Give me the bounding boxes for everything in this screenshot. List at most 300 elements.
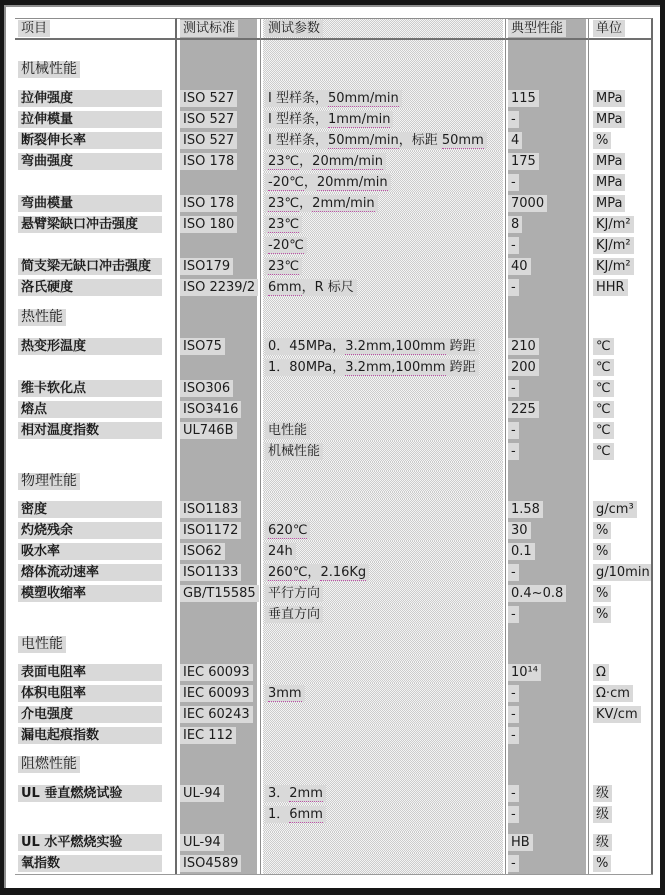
standard-cell <box>177 235 260 256</box>
unit-cell <box>588 378 653 399</box>
parameter-segment: 电性能 <box>268 423 308 438</box>
item-cell <box>15 214 177 235</box>
value-cell <box>506 804 588 825</box>
unit-cell <box>588 130 653 151</box>
standard-cell <box>177 704 260 725</box>
parameter-cell <box>260 520 506 541</box>
standard-value: UL-94 <box>180 785 224 802</box>
parameter-cell <box>260 683 506 704</box>
parameter-segment: I 型样条， <box>268 91 328 106</box>
value-cell <box>506 172 588 193</box>
item-cell <box>15 783 177 804</box>
parameter-segment: I 型样条， <box>268 112 328 127</box>
spacer-item-cell <box>15 746 177 754</box>
standard-cell <box>177 399 260 420</box>
value-cell <box>506 499 588 520</box>
section-title: 机械性能 <box>18 61 80 78</box>
unit-cell <box>588 399 653 420</box>
item-cell <box>15 151 177 172</box>
spellcheck-underline: -20℃ <box>268 175 304 190</box>
section-standard-cell <box>177 471 260 492</box>
value-cell <box>506 399 588 420</box>
parameter-segment: ， <box>307 565 321 580</box>
value-cell <box>506 214 588 235</box>
unit-cell <box>588 420 653 441</box>
unit-label: MPa <box>593 111 625 128</box>
value-cell <box>506 109 588 130</box>
unit-label: MPa <box>593 195 625 212</box>
section-value-cell <box>506 634 588 655</box>
section-standard-cell <box>177 634 260 655</box>
parameter-text <box>265 543 296 560</box>
standard-cell <box>177 441 260 462</box>
value-cell <box>506 683 588 704</box>
section-value-cell <box>506 471 588 492</box>
standard-cell <box>177 604 260 625</box>
standard-cell <box>177 277 260 298</box>
unit-cell <box>588 88 653 109</box>
parameter-segment: ， <box>299 196 313 211</box>
spacer-standard-cell <box>177 40 260 59</box>
standard-cell <box>177 151 260 172</box>
item-label: 悬臂梁缺口冲击强度 <box>18 216 162 233</box>
item-cell <box>15 420 177 441</box>
standard-cell <box>177 783 260 804</box>
parameter-cell <box>260 499 506 520</box>
spacer-standard-cell <box>177 655 260 662</box>
spacer-parameter-cell <box>260 40 506 59</box>
spacer-unit-cell <box>588 655 653 662</box>
parameter-cell <box>260 214 506 235</box>
spellcheck-underline: 23℃ <box>268 196 300 211</box>
parameter-text <box>265 258 302 275</box>
parameter-segment: ，R 标尺 <box>301 280 354 295</box>
typical-value: - <box>508 727 519 744</box>
item-label: 弯曲模量 <box>18 195 162 212</box>
item-cell <box>15 378 177 399</box>
item-label: 维卡软化点 <box>18 380 162 397</box>
unit-cell <box>588 783 653 804</box>
standard-value: UL746B <box>180 422 237 439</box>
typical-value: 200 <box>508 359 539 376</box>
item-label: 密度 <box>18 501 162 518</box>
standard-cell <box>177 662 260 683</box>
unit-label: Ω <box>593 664 609 681</box>
section-parameter-cell <box>260 59 506 80</box>
typical-value: 7000 <box>508 195 547 212</box>
unit-cell <box>588 151 653 172</box>
typical-value: - <box>508 564 519 581</box>
spacer-unit-cell <box>588 746 653 754</box>
typical-value: 225 <box>508 401 539 418</box>
spacer-item-cell <box>15 298 177 307</box>
standard-cell <box>177 256 260 277</box>
item-cell <box>15 193 177 214</box>
item-label: 熔体流动速率 <box>18 564 162 581</box>
parameter-text <box>265 132 487 149</box>
typical-value: 210 <box>508 338 539 355</box>
section-parameter-cell <box>260 471 506 492</box>
item-cell <box>15 853 177 874</box>
unit-label: MPa <box>593 153 625 170</box>
value-cell <box>506 235 588 256</box>
standard-value: ISO179 <box>180 258 233 275</box>
unit-label: MPa <box>593 174 625 191</box>
parameter-segment: I 型样条， <box>268 133 328 148</box>
column-header-standard <box>177 18 260 40</box>
item-label: UL 水平燃烧实验 <box>18 834 162 851</box>
parameter-segment: 3． <box>268 786 290 801</box>
column-header-standard-label: 测试标准 <box>180 20 238 37</box>
parameter-cell <box>260 151 506 172</box>
value-cell <box>506 583 588 604</box>
item-label: 熔点 <box>18 401 162 418</box>
section-item-cell <box>15 471 177 492</box>
standard-value: ISO1172 <box>180 522 241 539</box>
value-cell <box>506 88 588 109</box>
parameter-segment: ，标距 <box>398 133 442 148</box>
section-title: 电性能 <box>18 636 66 653</box>
spacer-standard-cell <box>177 625 260 634</box>
unit-label: % <box>593 543 611 560</box>
spacer-value-cell <box>506 655 588 662</box>
value-cell <box>506 441 588 462</box>
parameter-text <box>265 443 323 460</box>
item-label: 弯曲强度 <box>18 153 162 170</box>
spellcheck-underline: 260℃ <box>268 565 308 580</box>
unit-label: ℃ <box>593 338 614 355</box>
standard-value: ISO 527 <box>180 111 237 128</box>
spacer-parameter-cell <box>260 492 506 499</box>
standard-cell <box>177 130 260 151</box>
typical-value: 115 <box>508 90 539 107</box>
parameter-segment: 跨距 <box>445 360 476 375</box>
item-cell <box>15 277 177 298</box>
unit-label: 级 <box>593 806 612 823</box>
value-cell <box>506 604 588 625</box>
standard-cell <box>177 193 260 214</box>
item-cell <box>15 499 177 520</box>
spacer-value-cell <box>506 40 588 59</box>
unit-label: KJ/m² <box>593 216 634 233</box>
unit-cell <box>588 256 653 277</box>
item-label: 模塑收缩率 <box>18 585 162 602</box>
standard-value: ISO3416 <box>180 401 241 418</box>
spacer-parameter-cell <box>260 80 506 88</box>
unit-label: KJ/m² <box>593 237 634 254</box>
parameter-text <box>265 279 357 296</box>
spellcheck-underline: 2mm <box>289 786 323 801</box>
spellcheck-underline: -20℃ <box>268 238 304 253</box>
unit-label: g/10min <box>593 564 653 581</box>
typical-value: 30 <box>508 522 531 539</box>
unit-cell <box>588 277 653 298</box>
parameter-text <box>265 174 391 191</box>
unit-label: ℃ <box>593 422 614 439</box>
item-label: 热变形温度 <box>18 338 162 355</box>
standard-cell <box>177 378 260 399</box>
standard-value: IEC 60093 <box>180 664 253 681</box>
unit-label: MPa <box>593 90 625 107</box>
unit-cell <box>588 562 653 583</box>
typical-value: 1.58 <box>508 501 543 518</box>
spacer-standard-cell <box>177 298 260 307</box>
properties-table <box>15 18 653 875</box>
parameter-segment: ， <box>299 154 313 169</box>
column-header-unit-label: 单位 <box>593 20 625 37</box>
typical-value: - <box>508 806 519 823</box>
parameter-cell <box>260 88 506 109</box>
parameter-segment: 平行方向 <box>268 586 321 601</box>
spacer-parameter-cell <box>260 655 506 662</box>
spacer-parameter-cell <box>260 462 506 471</box>
item-cell <box>15 804 177 825</box>
spacer-parameter-cell <box>260 775 506 783</box>
section-standard-cell <box>177 754 260 775</box>
standard-cell <box>177 832 260 853</box>
section-unit-cell <box>588 307 653 328</box>
column-header-parameter <box>260 18 506 40</box>
section-item-cell <box>15 307 177 328</box>
item-label: 断裂伸长率 <box>18 132 162 149</box>
spellcheck-underline: 50mm <box>441 133 484 148</box>
standard-value: GB/T15585 <box>180 585 259 602</box>
standard-value: ISO1183 <box>180 501 241 518</box>
column-header-typical <box>506 18 588 40</box>
unit-cell <box>588 214 653 235</box>
section-value-cell <box>506 754 588 775</box>
item-cell <box>15 583 177 604</box>
spacer-item-cell <box>15 775 177 783</box>
standard-cell <box>177 853 260 874</box>
unit-cell <box>588 499 653 520</box>
unit-label: g/cm³ <box>593 501 637 518</box>
unit-cell <box>588 604 653 625</box>
spacer-unit-cell <box>588 775 653 783</box>
spacer-item-cell <box>15 655 177 662</box>
value-cell <box>506 783 588 804</box>
spacer-value-cell <box>506 298 588 307</box>
unit-cell <box>588 193 653 214</box>
standard-value: IEC 60243 <box>180 706 253 723</box>
typical-value: 4 <box>508 132 522 149</box>
unit-cell <box>588 583 653 604</box>
item-cell <box>15 662 177 683</box>
standard-cell <box>177 357 260 378</box>
item-cell <box>15 88 177 109</box>
item-label: 漏电起痕指数 <box>18 727 162 744</box>
value-cell <box>506 832 588 853</box>
spacer-item-cell <box>15 80 177 88</box>
parameter-text <box>265 606 323 623</box>
parameter-cell <box>260 583 506 604</box>
spellcheck-underline: 6mm <box>268 280 302 295</box>
standard-cell <box>177 541 260 562</box>
standard-cell <box>177 683 260 704</box>
spellcheck-underline: 620℃ <box>268 523 308 538</box>
parameter-cell <box>260 193 506 214</box>
item-label: 灼烧残余 <box>18 522 162 539</box>
unit-label: KJ/m² <box>593 258 634 275</box>
parameter-cell <box>260 420 506 441</box>
spellcheck-underline: 3.2mm,100mm <box>345 360 446 375</box>
unit-cell <box>588 725 653 746</box>
parameter-cell <box>260 336 506 357</box>
item-label: 相对温度指数 <box>18 422 162 439</box>
spacer-value-cell <box>506 492 588 499</box>
spacer-parameter-cell <box>260 298 506 307</box>
parameter-text <box>265 195 378 212</box>
parameter-segment: 0．45MPa， <box>268 339 346 354</box>
spacer-item-cell <box>15 462 177 471</box>
section-title: 物理性能 <box>18 473 80 490</box>
spacer-standard-cell <box>177 746 260 754</box>
spacer-standard-cell <box>177 775 260 783</box>
item-cell <box>15 704 177 725</box>
parameter-cell <box>260 662 506 683</box>
item-label: 拉伸强度 <box>18 90 162 107</box>
standard-cell <box>177 172 260 193</box>
standard-cell <box>177 214 260 235</box>
item-cell <box>15 683 177 704</box>
parameter-text <box>265 359 479 376</box>
spacer-standard-cell <box>177 328 260 336</box>
unit-cell <box>588 172 653 193</box>
parameter-cell <box>260 704 506 725</box>
parameter-text <box>265 111 393 128</box>
unit-label: % <box>593 855 611 872</box>
section-unit-cell <box>588 754 653 775</box>
spacer-unit-cell <box>588 462 653 471</box>
parameter-text <box>265 153 386 170</box>
typical-value: 8 <box>508 216 522 233</box>
standard-cell <box>177 420 260 441</box>
unit-cell <box>588 804 653 825</box>
item-cell <box>15 441 177 462</box>
parameter-segment: ， <box>303 175 317 190</box>
unit-cell <box>588 832 653 853</box>
unit-label: ℃ <box>593 380 614 397</box>
parameter-text <box>265 806 326 823</box>
spacer-value-cell <box>506 462 588 471</box>
value-cell <box>506 256 588 277</box>
parameter-text <box>265 338 479 355</box>
typical-value: - <box>508 380 519 397</box>
spellcheck-underline: 50mm/min <box>327 91 399 106</box>
item-label: 介电强度 <box>18 706 162 723</box>
section-item-cell <box>15 59 177 80</box>
parameter-text <box>265 585 323 602</box>
spellcheck-underline: 6mm <box>289 807 323 822</box>
parameter-cell <box>260 604 506 625</box>
typical-value: 40 <box>508 258 531 275</box>
value-cell <box>506 420 588 441</box>
unit-label: ℃ <box>593 401 614 418</box>
standard-cell <box>177 88 260 109</box>
unit-cell <box>588 853 653 874</box>
typical-value: - <box>508 855 519 872</box>
item-cell <box>15 172 177 193</box>
item-label: 拉伸模量 <box>18 111 162 128</box>
spacer-standard-cell <box>177 80 260 88</box>
unit-label: Ω·cm <box>593 685 633 702</box>
unit-cell <box>588 109 653 130</box>
item-cell <box>15 235 177 256</box>
spacer-parameter-cell <box>260 825 506 832</box>
parameter-cell <box>260 172 506 193</box>
item-cell <box>15 336 177 357</box>
unit-label: KV/cm <box>593 706 641 723</box>
parameter-cell <box>260 562 506 583</box>
parameter-text <box>265 90 402 107</box>
spacer-unit-cell <box>588 80 653 88</box>
typical-value: - <box>508 706 519 723</box>
spacer-standard-cell <box>177 825 260 832</box>
column-header-item <box>15 18 177 40</box>
typical-value: - <box>508 237 519 254</box>
parameter-cell <box>260 804 506 825</box>
parameter-cell <box>260 832 506 853</box>
spacer-unit-cell <box>588 40 653 59</box>
parameter-segment: 跨距 <box>445 339 476 354</box>
standard-value: IEC 60093 <box>180 685 253 702</box>
value-cell <box>506 562 588 583</box>
item-cell <box>15 256 177 277</box>
section-title: 热性能 <box>18 309 66 326</box>
spacer-unit-cell <box>588 492 653 499</box>
standard-value: ISO 527 <box>180 90 237 107</box>
parameter-text <box>265 422 310 439</box>
value-cell <box>506 130 588 151</box>
parameter-cell <box>260 130 506 151</box>
section-value-cell <box>506 59 588 80</box>
unit-cell <box>588 683 653 704</box>
spacer-unit-cell <box>588 328 653 336</box>
unit-label: 级 <box>593 834 612 851</box>
unit-cell <box>588 704 653 725</box>
standard-cell <box>177 336 260 357</box>
item-cell <box>15 832 177 853</box>
spacer-item-cell <box>15 625 177 634</box>
item-cell <box>15 130 177 151</box>
typical-value: - <box>508 785 519 802</box>
section-unit-cell <box>588 634 653 655</box>
unit-cell <box>588 336 653 357</box>
item-cell <box>15 399 177 420</box>
standard-value: ISO 180 <box>180 216 237 233</box>
unit-label: % <box>593 132 611 149</box>
unit-label: % <box>593 585 611 602</box>
typical-value: - <box>508 606 519 623</box>
unit-label: HHR <box>593 279 628 296</box>
column-header-item-label: 项目 <box>18 20 50 37</box>
unit-label: ℃ <box>593 359 614 376</box>
item-cell <box>15 541 177 562</box>
spellcheck-underline: 20mm/min <box>316 175 388 190</box>
spacer-parameter-cell <box>260 625 506 634</box>
parameter-text <box>265 522 310 539</box>
section-parameter-cell <box>260 754 506 775</box>
spellcheck-underline: 3.2mm,100mm <box>345 339 446 354</box>
parameter-text <box>265 216 302 233</box>
item-cell <box>15 357 177 378</box>
item-label: 简支梁无缺口冲击强度 <box>18 258 162 275</box>
section-parameter-cell <box>260 307 506 328</box>
parameter-segment: 垂直方向 <box>268 607 321 622</box>
value-cell <box>506 357 588 378</box>
parameter-segment: 机械性能 <box>268 444 321 459</box>
item-cell <box>15 109 177 130</box>
